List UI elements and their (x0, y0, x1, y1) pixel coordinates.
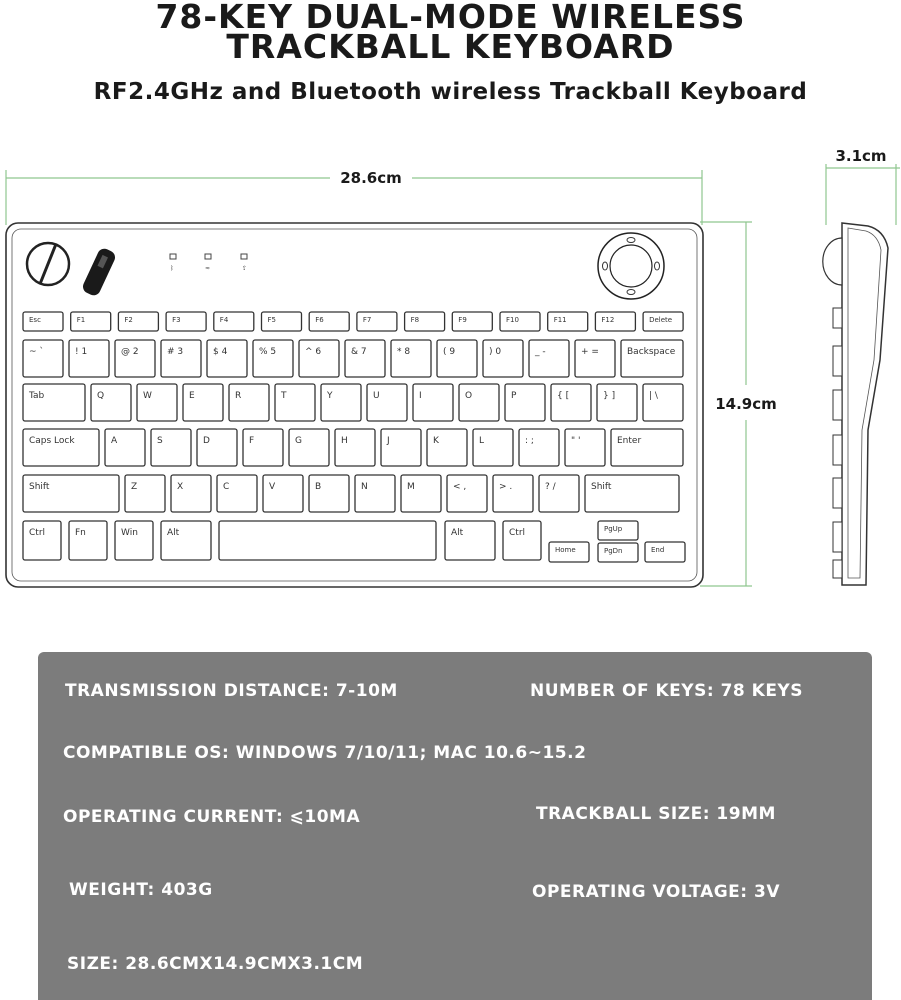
key-pgup-label: PgUp (604, 525, 623, 533)
key-z-3-label: C (223, 482, 230, 492)
key-alt-right-label: Alt (451, 528, 464, 538)
key-num-5-label: % 5 (259, 347, 277, 357)
key-a-0 (23, 429, 99, 466)
key-q-8 (413, 384, 453, 421)
key-z-3 (217, 475, 257, 512)
key-q-3-label: E (189, 391, 195, 401)
key-q-3 (183, 384, 223, 421)
key-z-5 (309, 475, 349, 512)
spec-weight: WEIGHT: 403G (69, 880, 213, 900)
key-a-4 (243, 429, 283, 466)
key-f2-label: F2 (124, 316, 133, 324)
height-label: 14.9cm (715, 395, 777, 413)
key-z-2-label: X (177, 482, 184, 492)
key-q-5-label: T (281, 391, 287, 401)
spec-panel (38, 652, 872, 1000)
key-a-6-label: H (341, 436, 348, 446)
key-q-13 (643, 384, 683, 421)
key-a-5-label: G (295, 436, 302, 446)
key-f3-label: F3 (172, 316, 181, 324)
trackball-icon (598, 233, 664, 299)
width-dimension (6, 169, 702, 225)
key-num-7 (345, 340, 385, 377)
keyboard-diagram (0, 130, 901, 600)
key-q-11 (551, 384, 591, 421)
spec-trackball: TRACKBALL SIZE: 19MM (536, 804, 776, 824)
key-q-6 (321, 384, 361, 421)
key-num-10 (483, 340, 523, 377)
key-z-9-label: > . (499, 482, 513, 492)
key-q-2-label: W (143, 391, 152, 401)
key-a-4-label: F (249, 436, 255, 446)
key-a-0-label: Caps Lock (29, 436, 75, 446)
key-z-0 (23, 475, 119, 512)
key-a-12 (611, 429, 683, 466)
key-z-5-label: B (315, 482, 322, 492)
svg-text:ᛒ: ᛒ (170, 265, 174, 272)
key-num-13-label: Backspace (627, 347, 676, 357)
key-num-7-label: & 7 (351, 347, 367, 357)
spec-transmission: TRANSMISSION DISTANCE: 7-10M (65, 681, 398, 701)
key-z-11 (585, 475, 679, 512)
key-f5-label: F5 (267, 316, 276, 324)
key-q-4 (229, 384, 269, 421)
key-num-2 (115, 340, 155, 377)
key-num-0-label: ~ ` (29, 347, 44, 357)
key-a-10 (519, 429, 559, 466)
key-a-2 (151, 429, 191, 466)
key-fn-label: Fn (75, 528, 86, 538)
key-q-10-label: P (511, 391, 517, 401)
key-num-12 (575, 340, 615, 377)
key-z-7-label: M (407, 482, 415, 492)
svg-text:⇪: ⇪ (242, 265, 248, 272)
key-z-10 (539, 475, 579, 512)
key-a-5 (289, 429, 329, 466)
key-z-1 (125, 475, 165, 512)
key-num-3 (161, 340, 201, 377)
key-end-label: End (651, 546, 665, 554)
key-z-4 (263, 475, 303, 512)
key-z-11-label: Shift (591, 482, 612, 492)
side-profile-view (823, 223, 888, 585)
key-ctrl-left-label: Ctrl (29, 528, 46, 538)
key-ctrl-right (503, 521, 541, 560)
key-alt-right (445, 521, 495, 560)
key-num-4-label: $ 4 (213, 347, 228, 357)
title-line-2: TRACKBALL KEYBOARD (226, 27, 675, 66)
key-num-8-label: * 8 (397, 347, 411, 357)
key-q-0 (23, 384, 85, 421)
key-a-7 (381, 429, 421, 466)
key-z-8-label: < , (453, 482, 467, 492)
power-switch-icon (27, 243, 69, 285)
key-a-1 (105, 429, 145, 466)
key-z-6-label: N (361, 482, 368, 492)
key-f6-label: F6 (315, 316, 324, 324)
key-f8-label: F8 (410, 316, 420, 324)
key-num-1-label: ! 1 (75, 347, 88, 357)
key-num-10-label: ) 0 (489, 347, 502, 357)
key-q-9 (459, 384, 499, 421)
key-z-0-label: Shift (29, 482, 50, 492)
key-num-3-label: # 3 (167, 347, 184, 357)
key-a-11 (565, 429, 605, 466)
key-q-12-label: } ] (603, 391, 616, 401)
key-a-8-label: K (433, 436, 439, 446)
key-z-2 (171, 475, 211, 512)
key-f4-label: F4 (219, 316, 229, 324)
key-num-1 (69, 340, 109, 377)
key-num-11-label: _ - (535, 347, 546, 357)
key-a-3 (197, 429, 237, 466)
key-q-1-label: Q (97, 391, 105, 401)
key-z-7 (401, 475, 441, 512)
title-line-1: 78-KEY DUAL-MODE WIRELESS (155, 0, 746, 36)
key-z-10-label: ? / (545, 482, 556, 492)
key-num-6 (299, 340, 339, 377)
subtitle: RF2.4GHz and Bluetooth wireless Trackball Keyboard (93, 79, 808, 105)
key-num-4 (207, 340, 247, 377)
key-a-11-label: " ' (571, 436, 581, 446)
depth-label: 3.1cm (835, 147, 887, 165)
key-num-2-label: @ 2 (121, 347, 139, 357)
key-f11-label: F11 (553, 316, 567, 324)
key-alt-left-label: Alt (167, 528, 180, 538)
key-f9-label: F9 (458, 316, 467, 324)
key-q-6-label: Y (327, 391, 333, 401)
key-z-1-label: Z (131, 482, 138, 492)
key-z-6 (355, 475, 395, 512)
key-q-8-label: I (419, 391, 422, 401)
key-a-1-label: A (111, 436, 118, 446)
key-num-12-label: + = (581, 347, 599, 357)
key-num-13 (621, 340, 683, 377)
spec-size: SIZE: 28.6CMX14.9CMX3.1CM (67, 954, 364, 974)
key-f1-label: F1 (76, 316, 86, 324)
height-dimension (700, 222, 777, 586)
key-q-2 (137, 384, 177, 421)
spec-current: OPERATING CURRENT: ⩽10MA (63, 807, 361, 827)
key-a-7-label: J (387, 436, 390, 446)
key-win (115, 521, 153, 560)
key-q-7-label: U (373, 391, 380, 401)
key-q-10 (505, 384, 545, 421)
key-a-9-label: L (479, 436, 485, 446)
key-q-1 (91, 384, 131, 421)
key-win-label: Win (121, 528, 138, 538)
spec-voltage: OPERATING VOLTAGE: 3V (532, 882, 781, 902)
key-q-5 (275, 384, 315, 421)
key-num-8 (391, 340, 431, 377)
key-a-2-label: S (157, 436, 163, 446)
key-num-9-label: ( 9 (443, 347, 456, 357)
key-f7-label: F7 (362, 316, 372, 324)
key-f12-label: F12 (601, 316, 615, 324)
key-q-7 (367, 384, 407, 421)
key-num-0 (23, 340, 63, 377)
key-home-label: Home (555, 546, 576, 554)
key-num-5 (253, 340, 293, 377)
key-fn (69, 521, 107, 560)
key-pgdn-label: PgDn (604, 547, 623, 555)
key-q-11-label: { [ (557, 391, 570, 401)
key-a-8 (427, 429, 467, 466)
spec-keys: NUMBER OF KEYS: 78 KEYS (530, 681, 803, 701)
key-q-4-label: R (235, 391, 242, 401)
svg-text:≈: ≈ (205, 265, 211, 272)
key-z-8 (447, 475, 487, 512)
depth-dimension (826, 147, 900, 225)
key-num-9 (437, 340, 477, 377)
key-num-11 (529, 340, 569, 377)
key-q-9-label: O (465, 391, 473, 401)
key-a-10-label: : ; (525, 436, 534, 446)
key-space (219, 521, 436, 560)
key-q-12 (597, 384, 637, 421)
key-delete-label: Delete (649, 316, 673, 324)
key-esc-label: Esc (29, 316, 41, 324)
key-a-9 (473, 429, 513, 466)
key-alt-left (161, 521, 211, 560)
key-a-3-label: D (203, 436, 210, 446)
width-label: 28.6cm (340, 169, 402, 187)
key-z-4-label: V (269, 482, 276, 492)
key-ctrl-left (23, 521, 61, 560)
key-ctrl-right-label: Ctrl (509, 528, 526, 538)
key-z-9 (493, 475, 533, 512)
key-a-12-label: Enter (617, 436, 642, 446)
key-q-0-label: Tab (29, 391, 45, 401)
key-q-13-label: | \ (649, 391, 658, 401)
key-a-6 (335, 429, 375, 466)
spec-os: COMPATIBLE OS: WINDOWS 7/10/11; MAC 10.6~15.2 (63, 743, 587, 763)
key-f10-label: F10 (506, 316, 519, 324)
key-num-6-label: ^ 6 (305, 347, 322, 357)
